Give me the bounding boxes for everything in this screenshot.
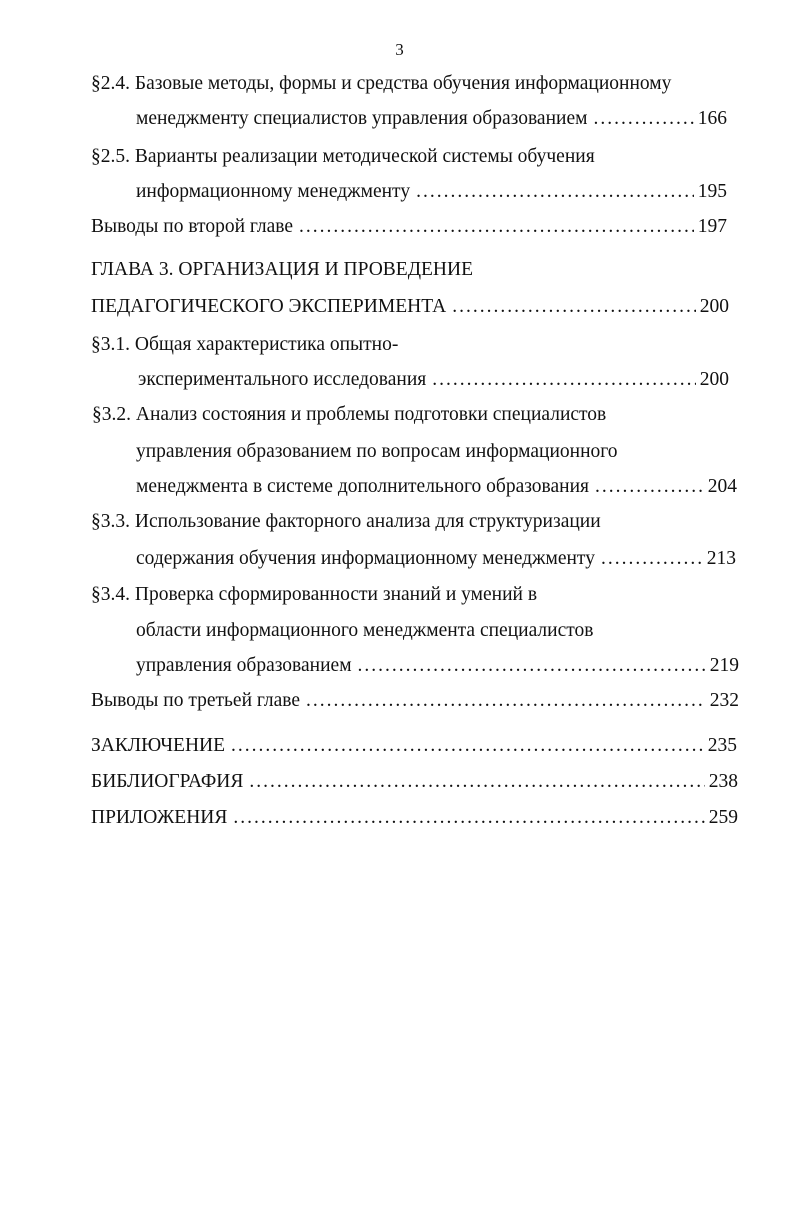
dot-leader — [595, 472, 704, 502]
toc-chapter-3-line1: ГЛАВА 3. ОРГАНИЗАЦИЯ И ПРОВЕДЕНИЕ — [91, 259, 473, 280]
toc-page-number: 197 — [697, 216, 727, 237]
page-number: 3 — [395, 40, 404, 59]
toc-entry-text: БИБЛИОГРАФИЯ — [91, 771, 244, 792]
dot-leader — [358, 651, 706, 681]
toc-entry-2-5-line2 — [136, 177, 727, 207]
toc-page-number: 200 — [699, 369, 729, 390]
toc-entry-3-1-line1: §3.1. Общая характеристика опытно- — [91, 334, 399, 355]
dot-leader — [231, 731, 704, 761]
toc-entry-text: менеджмента в системе дополнительного образования — [136, 476, 590, 497]
toc-entry-text: ПРИЛОЖЕНИЯ — [91, 807, 228, 828]
toc-entry-3-4-line3 — [136, 651, 739, 681]
toc-entry-text: Выводы по второй главе — [91, 216, 294, 237]
toc-page-number: 232 — [709, 690, 739, 711]
toc-entry-text: менеджменту специалистов управления образованием — [136, 108, 588, 129]
toc-entry-3-1-line2 — [138, 365, 729, 395]
toc-entry-3-4-line2: области информационного менеджмента специалистов — [136, 620, 594, 641]
toc-entry-text: ПЕДАГОГИЧЕСКОГО ЭКСПЕРИМЕНТА — [91, 296, 447, 317]
toc-entry-text: информационному менеджменту — [136, 181, 411, 202]
dot-leader — [452, 292, 696, 322]
toc-entry-2-5-line1: §2.5. Варианты реализации методической системы обучения — [91, 146, 595, 167]
toc-entry-appendices — [91, 803, 738, 833]
toc-entry-3-2-line1: §3.2. Анализ состояния и проблемы подготовки специалистов — [92, 404, 607, 425]
dot-leader — [299, 212, 694, 242]
dot-leader — [306, 686, 706, 716]
toc-page-number: 200 — [699, 296, 729, 317]
toc-page-number: 259 — [708, 807, 738, 828]
dot-leader — [601, 544, 703, 574]
toc-entry-text: управления образованием — [136, 655, 352, 676]
toc-entry-3-4-line1: §3.4. Проверка сформированности знаний и умений в — [91, 584, 538, 605]
toc-entry-conclusions-2 — [91, 212, 727, 242]
toc-entry-text: ЗАКЛЮЧЕНИЕ — [91, 735, 226, 756]
toc-entry-2-4-line2 — [136, 104, 727, 134]
dot-leader — [432, 365, 696, 395]
toc-page-number: 238 — [708, 771, 738, 792]
toc-entry-3-3-line2 — [136, 544, 736, 574]
toc-page-number: 195 — [697, 181, 727, 202]
toc-page-number: 213 — [706, 548, 736, 569]
toc-page-number: 219 — [709, 655, 739, 676]
toc-page-number: 166 — [697, 108, 727, 129]
toc-entry-3-3-line1: §3.3. Использование факторного анализа для структуризации — [91, 511, 601, 532]
toc-page-number: 235 — [707, 735, 737, 756]
dot-leader — [593, 104, 693, 134]
toc-entry-text: Выводы по третьей главе — [91, 690, 301, 711]
dot-leader — [416, 177, 694, 207]
toc-entry-text: экспериментального исследования — [138, 369, 427, 390]
toc-page-number: 204 — [707, 476, 737, 497]
toc-entry-2-4-line1: §2.4. Базовые методы, формы и средства обучения информационному — [91, 73, 672, 94]
dot-leader — [233, 803, 704, 833]
toc-chapter-3-line2 — [91, 292, 729, 322]
toc-entry-3-2-line3 — [136, 472, 737, 502]
toc-entry-bibliography — [91, 767, 738, 797]
dot-leader — [249, 767, 704, 797]
toc-entry-conclusions-3 — [91, 686, 739, 716]
toc-entry-text: содержания обучения информационному менеджменту — [136, 548, 595, 569]
toc-entry-conclusion — [91, 731, 737, 761]
toc-entry-3-2-line2: управления образованием по вопросам информационного — [136, 441, 618, 462]
